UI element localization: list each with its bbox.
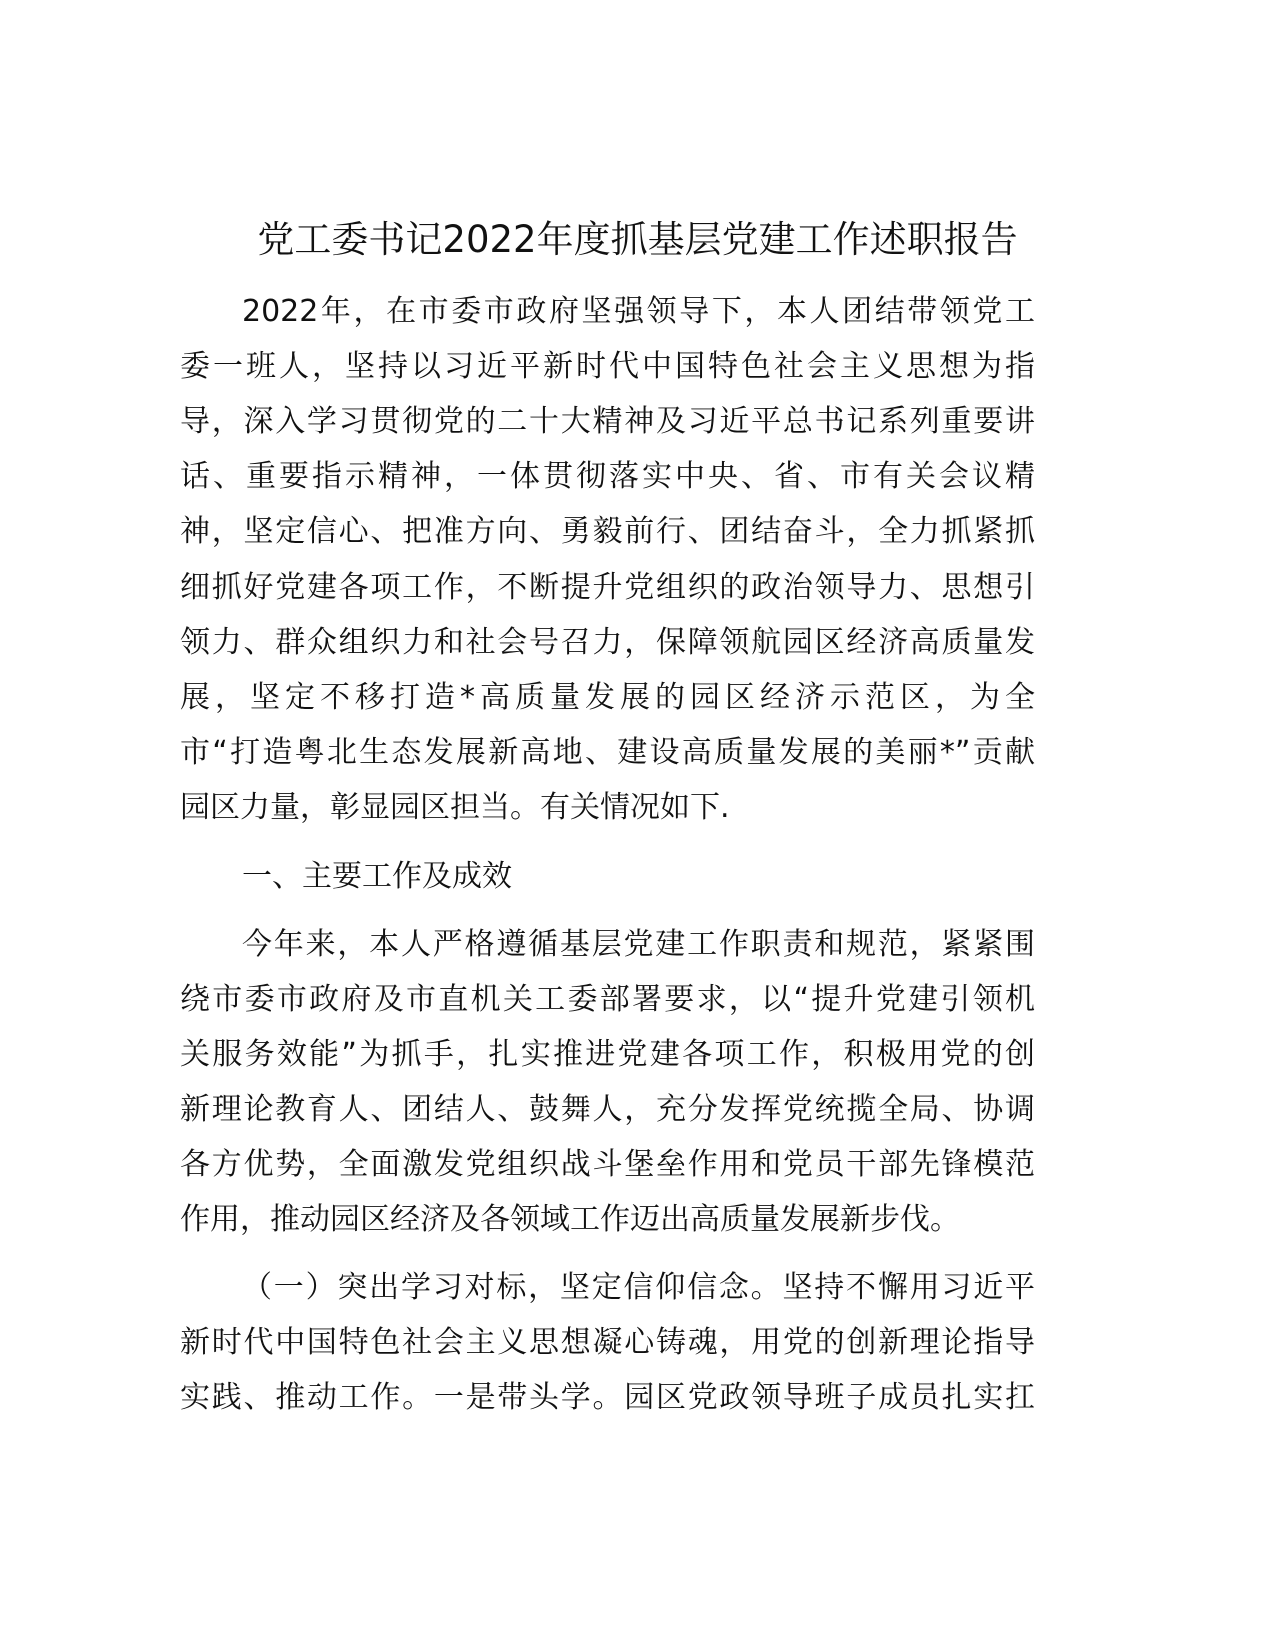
paragraph-line: 新理论教育人、团结人、鼓舞人，充分发挥党统揽全局、协调: [180, 1092, 1035, 1127]
paragraph-line: 作用，推动园区经济及各领域工作迈出高质量发展新步伐。: [180, 1202, 960, 1237]
paragraph-line: 委一班人，坚持以习近平新时代中国特色社会主义思想为指: [180, 349, 1035, 384]
paragraph-line: 今年来，本人严格遵循基层党建工作职责和规范，紧紧围: [242, 927, 1035, 962]
paragraph-line: 绕市委市政府及市直机关工委部署要求，以“提升党建引领机: [180, 982, 1035, 1017]
paragraph-line: 园区力量，彰显园区担当。有关情况如下.: [180, 790, 730, 825]
paragraph-line: 各方优势，全面激发党组织战斗堡垒作用和党员干部先锋模范: [180, 1147, 1035, 1182]
paragraph-line: （一）突出学习对标，坚定信仰信念。坚持不懈用习近平: [242, 1270, 1035, 1305]
paragraph-line: 话、重要指示精神，一体贯彻落实中央、省、市有关会议精: [180, 459, 1035, 494]
paragraph-line: 新时代中国特色社会主义思想凝心铸魂，用党的创新理论指导: [180, 1325, 1035, 1360]
document-title: 党工委书记2022年度抓基层党建工作述职报告: [257, 218, 1018, 261]
paragraph-line: 2022年，在市委市政府坚强领导下，本人团结带领党工: [242, 294, 1035, 329]
paragraph-line: 神，坚定信心、把准方向、勇毅前行、团结奋斗，全力抓紧抓: [180, 514, 1035, 549]
paragraph-line: 细抓好党建各项工作，不断提升党组织的政治领导力、思想引: [180, 570, 1035, 605]
paragraph-line: 领力、群众组织力和社会号召力，保障领航园区经济高质量发: [180, 625, 1035, 660]
paragraph-line: 市“打造粤北生态发展新高地、建设高质量发展的美丽*”贡献: [180, 735, 1035, 770]
paragraph-line: 实践、推动工作。一是带头学。园区党政领导班子成员扎实扛: [180, 1380, 1035, 1415]
paragraph-line: 导，深入学习贯彻党的二十大精神及习近平总书记系列重要讲: [180, 404, 1035, 439]
section-heading: 一、主要工作及成效: [242, 859, 512, 894]
paragraph-line: 展，坚定不移打造*高质量发展的园区经济示范区，为全: [180, 680, 1035, 715]
paragraph-line: 关服务效能”为抓手，扎实推进党建各项工作，积极用党的创: [180, 1037, 1035, 1072]
